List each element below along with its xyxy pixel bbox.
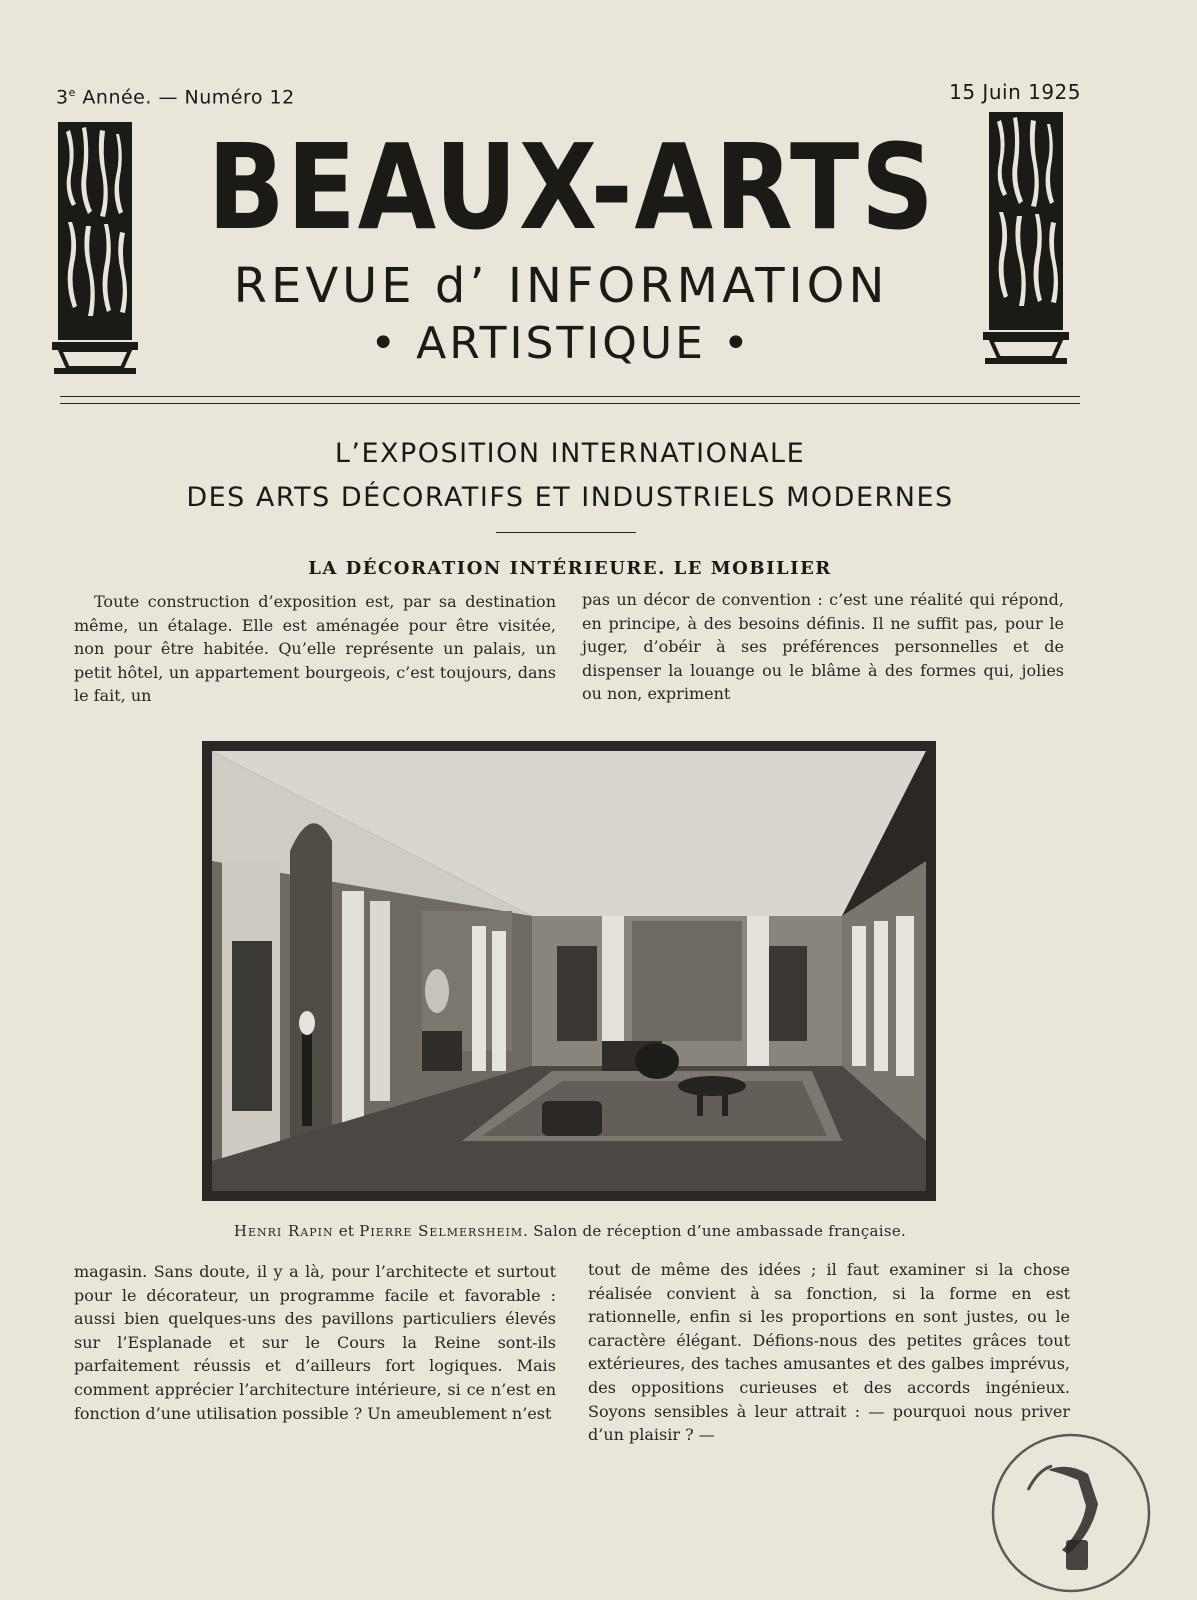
masthead-divider bbox=[60, 396, 1080, 404]
text-column-3 bbox=[74, 1260, 556, 1425]
section-title: LA DÉCORATION INTÉRIEURE. LE MOBILIER bbox=[308, 558, 832, 579]
paragraph: magasin. Sans doute, il y a là, pour l’architecte et surtout pour le décorateur, un programme facile et favorable : aussi bien quelques-uns des pavillons particuliers élevés sur l’Esplanade et sur le Cours la Reine sont-ils parfaitement réussis et d’ailleurs fort logiques. Mais comment apprécier l’architecture intérieure, si ce n’est en fonction d’une utilisation possible ? Un ameublement n’est bbox=[74, 1262, 556, 1423]
masthead-title: BEAUX-ARTS bbox=[207, 118, 936, 256]
text-column-4 bbox=[588, 1258, 1070, 1447]
article-heading-line-1: L’EXPOSITION INTERNATIONALE bbox=[334, 438, 806, 469]
paragraph: tout de même des idées ; il faut examiner si la chose réalisée convient à sa fonction, si la forme en est rationnelle, enfin si les proportions en sont justes, ou le caractère élégant. Défions-nous des petites grâces tout extérieures, des taches amusantes et des galbes imprévus, des oppositions curieuses et des accords ingénieux. Soyons sensibles à leur attrait : — pourquoi nous priver d’un plaisir ? — bbox=[588, 1260, 1070, 1445]
heading-divider bbox=[496, 532, 636, 533]
paragraph: Toute construction d’exposition est, par sa destination même, un étalage. Elle est aménagée pour être visitée, non pour être habitée. Qu’elle représente un palais, un petit hôtel, un appartement bourgeois, c’est toujours, dans le fait, un bbox=[74, 592, 556, 706]
issue-number: 3e Année. — Numéro 12 bbox=[56, 86, 295, 109]
masthead-subtitle-2: • ARTISTIQUE • bbox=[370, 318, 752, 369]
text-column-1 bbox=[74, 590, 556, 708]
issue-date: 15 Juin 1925 bbox=[949, 80, 1081, 104]
paragraph: pas un décor de convention : c’est une réalité qui répond, en principe, à des besoins définis. Il ne suffit pas, pour le juger, d’obéir à ses préférences personnelles et de dispenser la louange ou le blâme à des formes qui, jolies ou non, expriment bbox=[582, 590, 1064, 704]
article-heading-line-2: DES ARTS DÉCORATIFS ET INDUSTRIELS MODERNES bbox=[186, 482, 954, 513]
tree-column-icon bbox=[52, 122, 138, 377]
masthead-subtitle: REVUE d’ INFORMATION bbox=[233, 258, 889, 314]
interior-photograph bbox=[202, 741, 936, 1201]
tree-column-icon bbox=[983, 112, 1069, 367]
library-stamp-icon bbox=[988, 1430, 1154, 1596]
text-column-2 bbox=[582, 588, 1064, 706]
figure-caption: Henri Rapin et Pierre Selmersheim. Salon de réception d’une ambassade française. bbox=[233, 1222, 907, 1240]
